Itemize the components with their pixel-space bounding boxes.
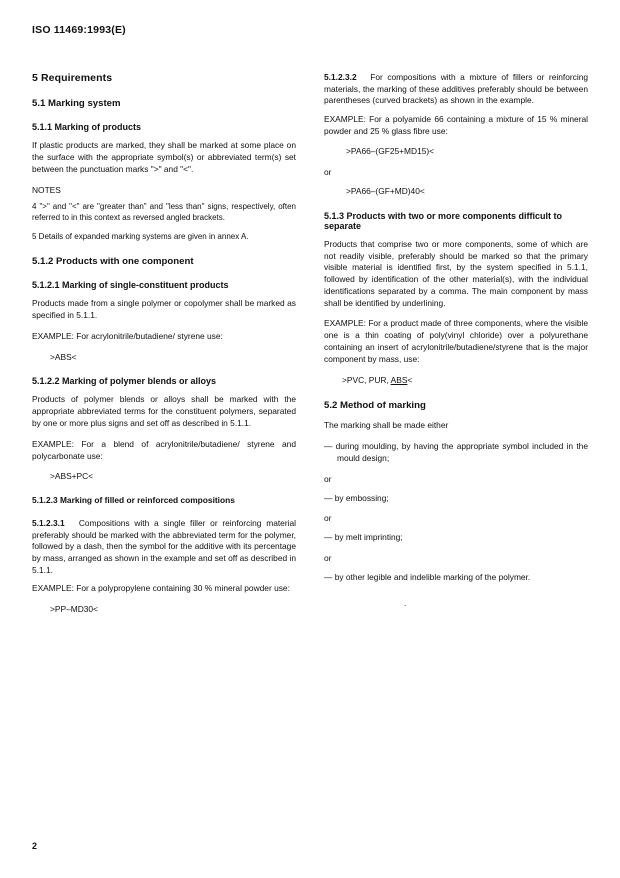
- heading-products-one-component: 5.1.2 Products with one component: [32, 256, 194, 268]
- paragraph-filled-single: [32, 518, 296, 576]
- clause-number-51232: 5.1.2.3.2: [324, 72, 357, 82]
- paragraph-two-or-more-components: Products that comprise two or more components, some of which are not readily visible, preferably should be marked so that the primary visible material is identified first, by the system specified in 5.1.1, followed by identification of the other material(s), with the individual identifications separated by a comma. The main component by mass shall be identified by underlining.: [324, 238, 588, 308]
- example-filled-mixture: EXAMPLE: For a polyamide 66 containing a mixture of 15 % mineral powder and 25 % glass fibre use:: [324, 113, 588, 136]
- notes-label: NOTES: [32, 185, 61, 196]
- code-pvc-underlined-part: ABS: [390, 374, 408, 385]
- list-item-other-marking: — by other legible and indelible marking of the polymer.: [324, 572, 531, 583]
- trailing-mark: .: [404, 597, 407, 608]
- right-column: [324, 72, 588, 625]
- page-number: 2: [32, 841, 38, 851]
- clause-number-51231: 5.1.2.3.1: [32, 518, 65, 529]
- code-pa66-gf-md40: >PA66–(GF+MD)40<: [346, 186, 425, 197]
- note-5: 5 Details of expanded marking systems are given in annex A.: [32, 232, 249, 242]
- paragraph-single-constituent: Products made from a single polymer or copolymer shall be marked as specified in 5.1.1.: [32, 298, 296, 321]
- code-pvc-prefix: >PVC, PUR,: [342, 374, 391, 385]
- conjunction-or-4: or: [324, 553, 332, 564]
- left-column: [32, 72, 296, 625]
- example-two-or-more-components: EXAMPLE: For a product made of three components, where the visible one is a thin coating of poly(vinyl chloride) over a polyurethane containing an insert of acrylonitrile/butadiene/styrene that is the major component by mass, use:: [324, 318, 588, 364]
- conjunction-or-2: or: [324, 473, 332, 484]
- code-pa66-gf25-md15: >PA66–(GF25+MD15)<: [346, 146, 435, 157]
- paragraph-filled-mixture: [324, 72, 588, 107]
- heading-marking-of-products: 5.1.1 Marking of products: [32, 122, 142, 132]
- conjunction-or-3: or: [324, 513, 332, 524]
- heading-requirements: 5 Requirements: [32, 72, 113, 84]
- example-filled-single: EXAMPLE: For a polypropylene containing 30 % mineral powder use:: [32, 583, 290, 594]
- list-item-melt-imprinting: — by melt imprinting;: [324, 532, 403, 543]
- list-item-embossing: — by embossing;: [324, 492, 389, 503]
- example-single-constituent: EXAMPLE: For acrylonitrile/butadiene/ styrene use:: [32, 330, 223, 341]
- code-pvc-pur-abs: [324, 375, 588, 387]
- document-header: ISO 11469:1993(E): [32, 24, 126, 36]
- heading-polymer-blends: 5.1.2.2 Marking of polymer blends or alloys: [32, 376, 217, 387]
- clause-text-51232: For compositions with a mixture of fillers or reinforcing materials, the marking of these additives preferably should be between parentheses (curved brackets) as shown in the example.: [324, 72, 589, 106]
- heading-marking-system: 5.1 Marking system: [32, 98, 121, 109]
- code-abs: >ABS<: [50, 351, 77, 362]
- note-4: 4 ">" and "<" are "greater than" and "less than" signs, respectively, often referred to in this context as reversed angled brackets.: [32, 202, 296, 223]
- clause-text-51231: Compositions with a single filler or reinforcing material preferably should be marked with the abbreviated term for the polymer, followed by a dash, then the symbol for the additive with its percentage by mass, arranged as shown in the example and set off as described in 5.1.1.: [32, 518, 296, 575]
- example-polymer-blends: EXAMPLE: For a blend of acrylonitrile/butadiene/ styrene and polycarbonate use:: [32, 438, 296, 461]
- heading-filled-reinforced: 5.1.2.3 Marking of filled or reinforced compositions: [32, 495, 235, 506]
- heading-single-constituent: 5.1.2.1 Marking of single-constituent products: [32, 280, 229, 291]
- list-item-during-moulding: — during moulding, by having the appropriate symbol included in the mould design;: [324, 441, 588, 463]
- paragraph-marking-of-products: If plastic products are marked, they shall be marked at some place on the surface with the appropriate symbol(s) or abbreviated term(s) set between the punctuation marks ">" and "<".: [32, 140, 296, 174]
- code-pp-md30: >PP–MD30<: [50, 603, 98, 614]
- heading-method-of-marking: 5.2 Method of marking: [324, 400, 426, 412]
- heading-two-or-more-components: 5.1.3 Products with two or more components difficult to separate: [324, 210, 563, 231]
- code-pvc-suffix: <: [407, 374, 413, 385]
- two-column-body: [32, 72, 588, 625]
- code-abs-pc: >ABS+PC<: [50, 471, 94, 482]
- paragraph-method-of-marking: The marking shall be made either: [324, 420, 449, 431]
- conjunction-or-1: or: [324, 167, 332, 178]
- paragraph-polymer-blends: Products of polymer blends or alloys shall be marked with the appropriate abbreviated terms for the constituent polymers, separated by one or more plus signs and set off as described in 5.1.1.: [32, 394, 296, 428]
